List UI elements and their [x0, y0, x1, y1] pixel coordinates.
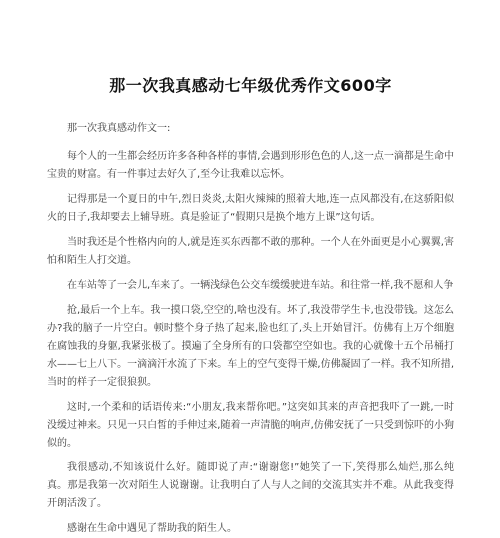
paragraph-2: 记得那是一个夏日的中午,烈日炎炎,太阳火辣辣的照着大地,连一点风都没有,在这骄阳似火的日子,我却要去上辅导班。真是验证了“假期只是换个地方上课”这句话。 — [47, 194, 454, 223]
paragraph-5: 抢,最后一个上车。我一摸口袋,空空的,啥也没有。坏了,我没带学生卡,也没带钱。这怎么办?我的脑子一片空白。顿时整个身子热了起来,脸也红了,头上开始冒汗。仿佛有上万个细胞在腐蚀我的身躯,我紧张极了。摸遍了全身所有的口袋都空空如也。我的心就像十五个吊桶打水——七上八下。一滴滴汗水流了下来。车上的空气变得干燥,仿佛凝固了一样。我不知所措,当时的样子一定很狼狈。 — [47, 305, 454, 388]
page-title: 那一次我真感动七年级优秀作文600字 — [109, 76, 392, 95]
paragraph-6: 这时,一个柔和的话语传来:“小朋友,我来帮你吧。”这突如其来的声音把我吓了一跳,一时没缓过神来。只见一只白皙的手伸过来,随着一声清脆的响声,仿佛安抚了一只受到惊吓的小狗似的。 — [47, 402, 454, 449]
paragraph-3: 当时我还是个性格内向的人,就是连买东西都不敢的那种。一个人在外面更是小心翼翼,害怕和陌生人打交道。 — [47, 237, 454, 266]
paragraph-8: 感谢在生命中遇见了帮助我的陌生人。 — [67, 523, 237, 534]
paragraph-4: 在车站等了一会儿,车来了。一辆浅绿色公交车缓缓驶进车站。和往常一样,我不愿和人争 — [67, 280, 454, 291]
paragraph-7: 我很感动,不知该说什么好。随即说了声:“谢谢您!”她笑了一下,笑得那么灿烂,那么纯真。那是我第一次对陌生人说谢谢。让我明白了人与人之间的交流其实并不难。从此我变得开朗活泼了。 — [47, 462, 454, 509]
essay-subtitle: 那一次我真感动作文一: — [67, 123, 171, 134]
paragraph-1: 每个人的一生都会经历许多各种各样的事情,会遇到形形色色的人,这一点一滴都是生命中宝贵的财富。有一件事过去好久了,至今让我难以忘怀。 — [47, 151, 454, 180]
